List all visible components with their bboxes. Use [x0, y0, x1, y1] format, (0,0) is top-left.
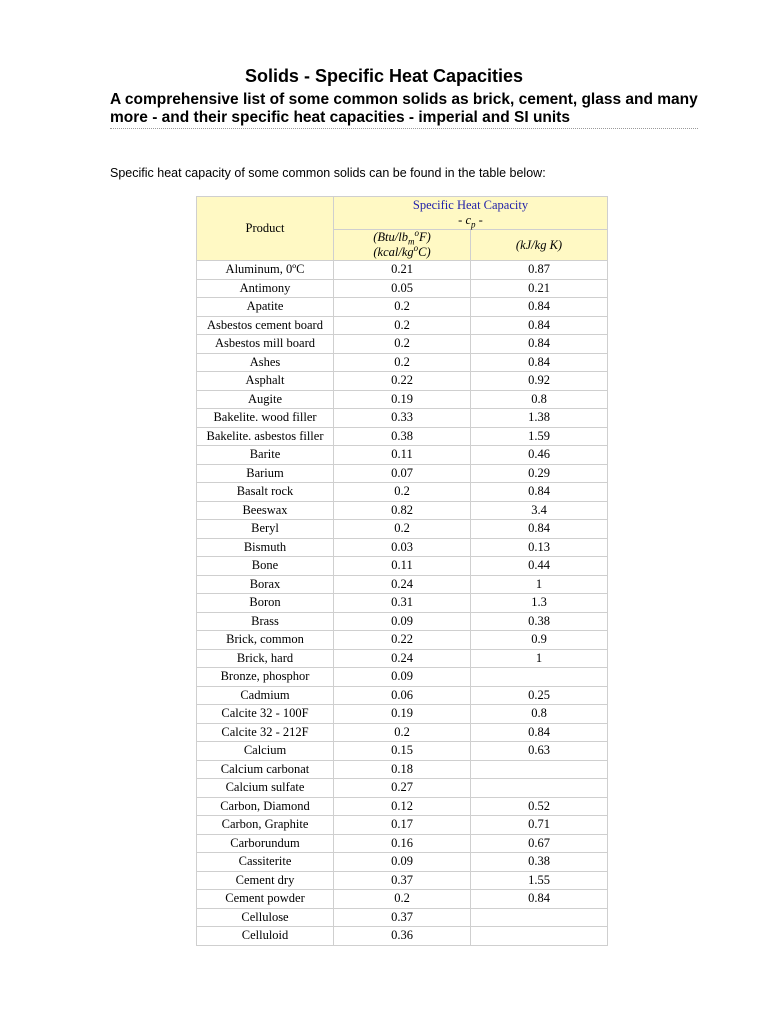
table-row — [197, 631, 608, 650]
cell-product: Bakelite. wood filler — [197, 409, 334, 428]
cell-imperial: 0.38 — [334, 427, 471, 446]
cell-imperial: 0.27 — [334, 779, 471, 798]
cell-si: 0.63 — [471, 742, 608, 761]
table-row — [197, 464, 608, 483]
cell-imperial: 0.18 — [334, 760, 471, 779]
cell-imperial: 0.2 — [334, 723, 471, 742]
cell-si: 0.71 — [471, 816, 608, 835]
cell-imperial: 0.09 — [334, 853, 471, 872]
cell-product: Calcium sulfate — [197, 779, 334, 798]
cell-si: 1 — [471, 649, 608, 668]
cell-product: Carbon, Diamond — [197, 797, 334, 816]
cell-si: 0.92 — [471, 372, 608, 391]
cell-si: 0.46 — [471, 446, 608, 465]
table-row — [197, 834, 608, 853]
cell-imperial: 0.2 — [334, 483, 471, 502]
cell-product: Cadmium — [197, 686, 334, 705]
cell-si: 0.87 — [471, 261, 608, 280]
cell-imperial: 0.15 — [334, 742, 471, 761]
cell-si: 0.84 — [471, 520, 608, 539]
table-row — [197, 409, 608, 428]
cell-si: 0.25 — [471, 686, 608, 705]
cell-imperial: 0.09 — [334, 668, 471, 687]
table-row — [197, 871, 608, 890]
cell-product: Bakelite. asbestos filler — [197, 427, 334, 446]
cell-si: 0.84 — [471, 353, 608, 372]
cell-si: 0.84 — [471, 483, 608, 502]
cell-si: 0.52 — [471, 797, 608, 816]
table-row — [197, 353, 608, 372]
table-row — [197, 594, 608, 613]
cell-si: 0.67 — [471, 834, 608, 853]
table-row — [197, 927, 608, 946]
cell-product: Boron — [197, 594, 334, 613]
cell-product: Celluloid — [197, 927, 334, 946]
cell-product: Antimony — [197, 279, 334, 298]
cell-imperial: 0.21 — [334, 261, 471, 280]
table-row — [197, 298, 608, 317]
table-row — [197, 427, 608, 446]
cell-imperial: 0.2 — [334, 316, 471, 335]
cell-product: Asphalt — [197, 372, 334, 391]
cell-imperial: 0.07 — [334, 464, 471, 483]
table-row — [197, 760, 608, 779]
table-row — [197, 742, 608, 761]
table-row — [197, 705, 608, 724]
column-header-product: Product — [197, 197, 334, 261]
cell-product: Ashes — [197, 353, 334, 372]
cell-product: Calcite 32 - 212F — [197, 723, 334, 742]
table-row — [197, 649, 608, 668]
cell-product: Barite — [197, 446, 334, 465]
cell-product: Calcium carbonat — [197, 760, 334, 779]
cell-product: Basalt rock — [197, 483, 334, 502]
table-row — [197, 723, 608, 742]
cell-imperial: 0.2 — [334, 520, 471, 539]
cell-si: 0.38 — [471, 853, 608, 872]
cell-product: Asbestos mill board — [197, 335, 334, 354]
cell-product: Brick, hard — [197, 649, 334, 668]
cell-si: 0.44 — [471, 557, 608, 576]
cell-si: 0.13 — [471, 538, 608, 557]
column-group-header — [334, 197, 608, 230]
cell-product: Borax — [197, 575, 334, 594]
dotted-divider — [110, 128, 698, 129]
page-title: Solids - Specific Heat Capacities — [244, 66, 524, 86]
table-row — [197, 372, 608, 391]
cell-imperial: 0.22 — [334, 631, 471, 650]
cell-si: 0.29 — [471, 464, 608, 483]
cell-imperial: 0.17 — [334, 816, 471, 835]
cell-product: Apatite — [197, 298, 334, 317]
cell-si: 0.8 — [471, 705, 608, 724]
cell-imperial: 0.37 — [334, 871, 471, 890]
cell-si: 0.21 — [471, 279, 608, 298]
cell-product: Carborundum — [197, 834, 334, 853]
table-row — [197, 501, 608, 520]
table-row — [197, 779, 608, 798]
table-row — [197, 668, 608, 687]
table-row — [197, 520, 608, 539]
cell-imperial: 0.2 — [334, 353, 471, 372]
cell-imperial: 0.12 — [334, 797, 471, 816]
table-row — [197, 575, 608, 594]
table-row — [197, 390, 608, 409]
cell-si: 1 — [471, 575, 608, 594]
column-group-title: Specific Heat Capacity — [412, 198, 529, 212]
cell-imperial: 0.36 — [334, 927, 471, 946]
table-row — [197, 316, 608, 335]
specific-heat-table — [196, 196, 608, 946]
cell-product: Cellulose — [197, 908, 334, 927]
cell-si: 0.38 — [471, 612, 608, 631]
table-row — [197, 279, 608, 298]
table-row — [197, 612, 608, 631]
cell-si: 0.84 — [471, 298, 608, 317]
intro-text: Specific heat capacity of some common solids can be found in the table below: — [110, 166, 546, 180]
column-header-si: (kJ/kg K) — [471, 230, 608, 261]
cell-product: Beeswax — [197, 501, 334, 520]
cell-imperial: 0.22 — [334, 372, 471, 391]
cell-product: Carbon, Graphite — [197, 816, 334, 835]
table-row — [197, 557, 608, 576]
cell-product: Barium — [197, 464, 334, 483]
cell-product: Augite — [197, 390, 334, 409]
cp-symbol: - $c_p$ - — [458, 213, 483, 230]
table-row — [197, 686, 608, 705]
table-row — [197, 483, 608, 502]
cell-si: 0.84 — [471, 890, 608, 909]
page-subtitle: A comprehensive list of some common solids as brick, cement, glass and many more - and their specific heat capacities - imperial and SI units — [110, 91, 698, 126]
cell-imperial: 0.82 — [334, 501, 471, 520]
table-row — [197, 335, 608, 354]
table-row — [197, 853, 608, 872]
cell-si — [471, 908, 608, 927]
cell-si: 0.84 — [471, 335, 608, 354]
cell-imperial: 0.06 — [334, 686, 471, 705]
cell-product: Asbestos cement board — [197, 316, 334, 335]
cell-si: 0.84 — [471, 316, 608, 335]
cell-product: Bone — [197, 557, 334, 576]
cell-imperial: 0.33 — [334, 409, 471, 428]
cell-si: 0.8 — [471, 390, 608, 409]
table-body — [197, 261, 608, 946]
cell-si — [471, 927, 608, 946]
cell-imperial: 0.2 — [334, 335, 471, 354]
cell-product: Bronze, phosphor — [197, 668, 334, 687]
cell-imperial: 0.09 — [334, 612, 471, 631]
cell-si: 0.84 — [471, 723, 608, 742]
cell-product: Calcium — [197, 742, 334, 761]
cell-imperial: 0.2 — [334, 890, 471, 909]
cell-product: Brass — [197, 612, 334, 631]
column-header-imperial: $(Btu/lb_m^oF)$ $(kcal/kg^oC)$ — [334, 230, 471, 261]
cell-imperial: 0.03 — [334, 538, 471, 557]
cell-imperial: 0.37 — [334, 908, 471, 927]
cell-si: 1.55 — [471, 871, 608, 890]
table-row — [197, 446, 608, 465]
cell-product: Cement dry — [197, 871, 334, 890]
cell-imperial: 0.31 — [334, 594, 471, 613]
cell-si: 1.3 — [471, 594, 608, 613]
cell-imperial: 0.24 — [334, 649, 471, 668]
cell-si: 1.59 — [471, 427, 608, 446]
cell-si: 0.9 — [471, 631, 608, 650]
table-row — [197, 261, 608, 280]
cell-si — [471, 760, 608, 779]
cell-si — [471, 668, 608, 687]
table-row — [197, 908, 608, 927]
cell-si: 1.38 — [471, 409, 608, 428]
cell-imperial: 0.2 — [334, 298, 471, 317]
cell-product: Beryl — [197, 520, 334, 539]
cell-si — [471, 779, 608, 798]
cell-product: Brick, common — [197, 631, 334, 650]
cell-imperial: 0.19 — [334, 705, 471, 724]
cell-imperial: 0.19 — [334, 390, 471, 409]
cell-imperial: 0.11 — [334, 446, 471, 465]
table-row — [197, 797, 608, 816]
cell-product: Aluminum, 0ºC — [197, 261, 334, 280]
table-row — [197, 890, 608, 909]
cell-imperial: 0.24 — [334, 575, 471, 594]
cell-si: 3.4 — [471, 501, 608, 520]
cell-product: Calcite 32 - 100F — [197, 705, 334, 724]
cell-imperial: 0.11 — [334, 557, 471, 576]
cell-product: Cement powder — [197, 890, 334, 909]
cell-product: Bismuth — [197, 538, 334, 557]
table-row — [197, 816, 608, 835]
cell-imperial: 0.05 — [334, 279, 471, 298]
cell-product: Cassiterite — [197, 853, 334, 872]
table-row — [197, 538, 608, 557]
cell-imperial: 0.16 — [334, 834, 471, 853]
